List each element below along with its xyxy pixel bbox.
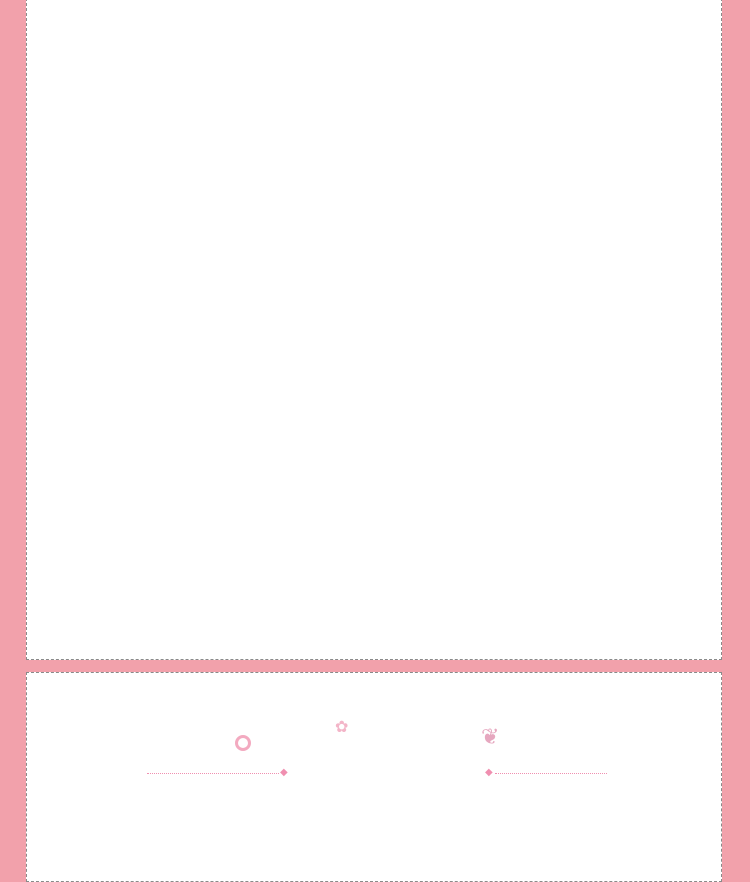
butterfly-icon: ❦: [481, 725, 500, 750]
ring-icon: [235, 735, 251, 751]
flower-icon: ✿: [335, 717, 349, 736]
diamond-left-icon: ◆: [280, 767, 288, 778]
divider-right: [495, 773, 607, 774]
body-paragraph: [98, 11, 662, 43]
diamond-right-icon: ◆: [485, 767, 493, 778]
series-header: [27, 717, 721, 785]
book-page-bottom: [26, 672, 722, 882]
book-page-top: [26, 0, 722, 660]
divider-left: [147, 773, 279, 774]
body-paragraph-bottom: [122, 823, 642, 854]
